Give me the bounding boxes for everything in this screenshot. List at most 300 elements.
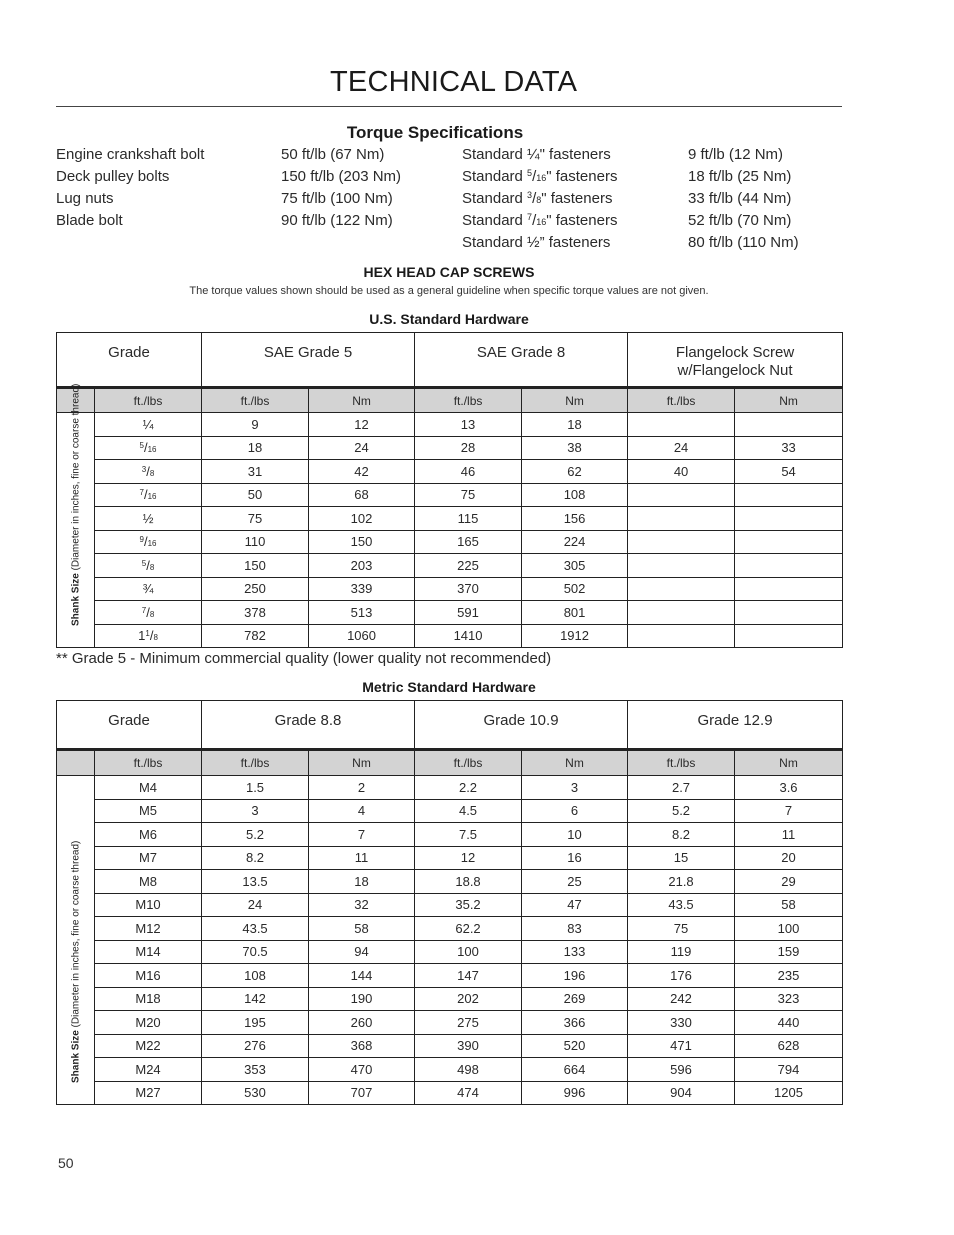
size-whole: 1 bbox=[138, 628, 146, 644]
table-cell: 133 bbox=[522, 940, 628, 964]
torque-item-value: 50 ft/lb (67 Nm) bbox=[281, 146, 385, 163]
grade-group-label: Grade 8.8 bbox=[274, 712, 342, 729]
table-cell: 203 bbox=[309, 554, 415, 578]
fraction-numerator: 7 bbox=[139, 488, 144, 498]
grade-group-label: Flangelock Screw w/Flangelock Nut bbox=[675, 344, 795, 379]
fastener-size: ½ bbox=[527, 234, 540, 251]
table-cell: 12 bbox=[415, 846, 522, 870]
size-cell bbox=[95, 823, 202, 847]
table-cell: 202 bbox=[415, 987, 522, 1011]
size-cell bbox=[95, 893, 202, 917]
table-cell: 150 bbox=[202, 554, 309, 578]
size-value: M18 bbox=[135, 991, 161, 1007]
fraction-slash: / bbox=[143, 440, 148, 456]
table-cell: 4.5 bbox=[415, 799, 522, 823]
table-cell: 628 bbox=[735, 1034, 843, 1058]
fastener-prefix: Standard bbox=[462, 212, 528, 229]
fraction-numerator: 7 bbox=[141, 605, 147, 615]
torque-item-name: Lug nuts bbox=[56, 190, 114, 207]
size-value: M14 bbox=[135, 944, 161, 960]
table-row bbox=[57, 870, 843, 894]
table-row bbox=[57, 987, 843, 1011]
fastener-prefix: Standard bbox=[462, 146, 528, 163]
size-cell bbox=[95, 507, 202, 531]
fastener-label bbox=[462, 234, 610, 251]
fraction-numerator: 7 bbox=[527, 212, 533, 222]
table-cell: 339 bbox=[309, 577, 415, 601]
table-cell: 24 bbox=[628, 436, 735, 460]
size-cell bbox=[95, 460, 202, 484]
table-cell: 235 bbox=[735, 964, 843, 988]
size-cell bbox=[95, 987, 202, 1011]
table-cell: 147 bbox=[415, 964, 522, 988]
fraction-denominator: 8 bbox=[149, 468, 155, 478]
table-cell: 102 bbox=[309, 507, 415, 531]
size-cell bbox=[95, 530, 202, 554]
table-cell: 275 bbox=[415, 1011, 522, 1035]
size-cell bbox=[95, 799, 202, 823]
unit-header: ft./lbs bbox=[202, 750, 309, 776]
unit-header: ft./lbs bbox=[95, 750, 202, 776]
table-cell: 15 bbox=[628, 846, 735, 870]
table-cell: 108 bbox=[202, 964, 309, 988]
table-cell: 10 bbox=[522, 823, 628, 847]
grade-header-row bbox=[57, 701, 843, 750]
table-cell: 165 bbox=[415, 530, 522, 554]
table-cell bbox=[735, 601, 843, 625]
unit-header: Nm bbox=[735, 750, 843, 776]
table-cell: 16 bbox=[522, 846, 628, 870]
table-row bbox=[57, 823, 843, 847]
fastener-label bbox=[462, 146, 611, 163]
table-cell: 801 bbox=[522, 601, 628, 625]
table-row bbox=[57, 601, 843, 625]
fraction-denominator: 16 bbox=[536, 217, 547, 227]
hex-note: The torque values shown should be used as a general guideline when specific torque values are not given. bbox=[189, 285, 709, 297]
table-cell: 75 bbox=[415, 483, 522, 507]
table-cell: 1410 bbox=[415, 624, 522, 648]
us-standard-table bbox=[56, 332, 843, 648]
table-row bbox=[57, 530, 843, 554]
table-cell: 323 bbox=[735, 987, 843, 1011]
table-cell: 58 bbox=[309, 917, 415, 941]
table-cell bbox=[628, 601, 735, 625]
table-cell: 7.5 bbox=[415, 823, 522, 847]
table-cell: 43.5 bbox=[628, 893, 735, 917]
table-cell: 115 bbox=[415, 507, 522, 531]
table-cell: 54 bbox=[735, 460, 843, 484]
table-cell bbox=[628, 413, 735, 437]
table-cell bbox=[735, 554, 843, 578]
table-cell: 18.8 bbox=[415, 870, 522, 894]
grade-group-header bbox=[202, 333, 415, 388]
shank-size-cell bbox=[57, 383, 95, 648]
table-cell: 75 bbox=[628, 917, 735, 941]
table-row bbox=[57, 577, 843, 601]
table-cell: 305 bbox=[522, 554, 628, 578]
size-cell bbox=[95, 917, 202, 941]
page-title: TECHNICAL DATA bbox=[330, 66, 578, 98]
table-cell: 390 bbox=[415, 1034, 522, 1058]
unit-header-row bbox=[57, 750, 843, 776]
size-value: M27 bbox=[135, 1085, 161, 1101]
table-cell: 260 bbox=[309, 1011, 415, 1035]
grade-group-header bbox=[628, 701, 843, 750]
table-cell: 94 bbox=[309, 940, 415, 964]
table-cell: 1205 bbox=[735, 1081, 843, 1105]
table-cell: 470 bbox=[309, 1058, 415, 1082]
table-cell: 3 bbox=[522, 776, 628, 800]
table-cell: 25 bbox=[522, 870, 628, 894]
table-row bbox=[57, 1058, 843, 1082]
fastener-value: 52 ft/lb (70 Nm) bbox=[688, 212, 792, 229]
table-row bbox=[57, 846, 843, 870]
table-cell bbox=[735, 413, 843, 437]
table-cell: 18 bbox=[309, 870, 415, 894]
table-cell: 498 bbox=[415, 1058, 522, 1082]
size-value: M8 bbox=[138, 873, 158, 889]
fastener-suffix: ” fasteners bbox=[539, 234, 611, 251]
table-cell bbox=[628, 554, 735, 578]
fastener-label bbox=[462, 168, 617, 185]
table-cell: 250 bbox=[202, 577, 309, 601]
fraction-denominator: 16 bbox=[147, 445, 157, 455]
table-cell: 43.5 bbox=[202, 917, 309, 941]
shank-label-bold: Shank Size bbox=[70, 1030, 81, 1083]
size-cell bbox=[95, 940, 202, 964]
fraction-denominator: 8 bbox=[149, 609, 155, 619]
fastener-suffix: " fasteners bbox=[546, 168, 618, 185]
table-cell: 3 bbox=[202, 799, 309, 823]
table-cell: 195 bbox=[202, 1011, 309, 1035]
torque-item-name: Engine crankshaft bolt bbox=[56, 146, 205, 163]
table-cell: 20 bbox=[735, 846, 843, 870]
fastener-label bbox=[462, 212, 617, 229]
table-cell: 782 bbox=[202, 624, 309, 648]
table-cell bbox=[735, 624, 843, 648]
unit-header: Nm bbox=[309, 388, 415, 413]
table-cell: 502 bbox=[522, 577, 628, 601]
torque-item-name: Deck pulley bolts bbox=[56, 168, 170, 185]
table-cell: 40 bbox=[628, 460, 735, 484]
unit-header: ft./lbs bbox=[415, 750, 522, 776]
fastener-prefix: Standard bbox=[462, 234, 528, 251]
table-cell: 7 bbox=[735, 799, 843, 823]
unit-header: ft./lbs bbox=[628, 750, 735, 776]
table-cell bbox=[628, 507, 735, 531]
size-cell bbox=[95, 436, 202, 460]
table-cell bbox=[628, 577, 735, 601]
torque-item-value: 150 ft/lb (203 Nm) bbox=[281, 168, 402, 185]
size-value: M12 bbox=[135, 920, 161, 936]
unit-header: ft./lbs bbox=[628, 388, 735, 413]
table-cell: 21.8 bbox=[628, 870, 735, 894]
torque-heading: Torque Specifications bbox=[346, 123, 524, 142]
fastener-value: 33 ft/lb (44 Nm) bbox=[688, 190, 792, 207]
table-cell: 366 bbox=[522, 1011, 628, 1035]
table-cell: 50 bbox=[202, 483, 309, 507]
size-value: ¾ bbox=[142, 581, 154, 597]
size-cell bbox=[95, 1034, 202, 1058]
table-cell: 370 bbox=[415, 577, 522, 601]
table-cell: 7 bbox=[309, 823, 415, 847]
fraction-denominator: 16 bbox=[536, 173, 547, 183]
table-cell: 13 bbox=[415, 413, 522, 437]
table-cell: 35.2 bbox=[415, 893, 522, 917]
table-cell: 38 bbox=[522, 436, 628, 460]
size-cell bbox=[95, 1081, 202, 1105]
size-cell bbox=[95, 577, 202, 601]
table-cell: 2 bbox=[309, 776, 415, 800]
grade-group-label: SAE Grade 8 bbox=[476, 344, 566, 361]
unit-header: ft./lbs bbox=[415, 388, 522, 413]
fraction-numerator: 3 bbox=[141, 464, 147, 474]
size-cell bbox=[95, 776, 202, 800]
hex-heading: HEX HEAD CAP SCREWS bbox=[363, 264, 535, 280]
table-cell: 33 bbox=[735, 436, 843, 460]
table-cell: 75 bbox=[202, 507, 309, 531]
table-cell: 70.5 bbox=[202, 940, 309, 964]
table-cell: 368 bbox=[309, 1034, 415, 1058]
table-cell: 62.2 bbox=[415, 917, 522, 941]
shank-label-bold: Shank Size bbox=[70, 573, 81, 626]
table-cell: 28 bbox=[415, 436, 522, 460]
table-cell bbox=[628, 530, 735, 554]
table-cell: 378 bbox=[202, 601, 309, 625]
table-cell bbox=[735, 530, 843, 554]
title-divider bbox=[56, 106, 842, 107]
size-value: M7 bbox=[138, 850, 158, 866]
fraction-numerator: 9 bbox=[139, 535, 144, 545]
table-cell: 142 bbox=[202, 987, 309, 1011]
table-cell: 1060 bbox=[309, 624, 415, 648]
metric-standard-table bbox=[56, 700, 843, 1105]
fraction-slash: / bbox=[146, 604, 150, 620]
grade-header-row bbox=[57, 333, 843, 388]
table-cell: 707 bbox=[309, 1081, 415, 1105]
grade-group-header bbox=[415, 701, 628, 750]
table-cell: 591 bbox=[415, 601, 522, 625]
torque-item-value: 90 ft/lb (122 Nm) bbox=[281, 212, 393, 229]
fastener-prefix: Standard bbox=[462, 168, 528, 185]
table-row bbox=[57, 776, 843, 800]
grade-label: Grade bbox=[57, 701, 202, 750]
table-row bbox=[57, 893, 843, 917]
table-cell: 32 bbox=[309, 893, 415, 917]
table-cell: 100 bbox=[735, 917, 843, 941]
fraction-slash: / bbox=[146, 557, 150, 573]
grade-group-label: SAE Grade 5 bbox=[263, 344, 353, 361]
fraction-slash: / bbox=[532, 212, 537, 229]
fraction-slash: / bbox=[149, 628, 154, 644]
size-value: M20 bbox=[135, 1014, 161, 1030]
table-cell: 11 bbox=[309, 846, 415, 870]
fraction-numerator: 5 bbox=[527, 168, 533, 178]
fraction-slash: / bbox=[532, 168, 537, 185]
size-value: M4 bbox=[138, 779, 158, 795]
size-cell bbox=[95, 624, 202, 648]
table-cell: 8.2 bbox=[202, 846, 309, 870]
table-row bbox=[57, 1034, 843, 1058]
table-cell: 9 bbox=[202, 413, 309, 437]
table-row bbox=[57, 436, 843, 460]
table-cell: 1912 bbox=[522, 624, 628, 648]
table-cell: 520 bbox=[522, 1034, 628, 1058]
size-cell bbox=[95, 483, 202, 507]
table-cell: 24 bbox=[202, 893, 309, 917]
fastener-label bbox=[462, 190, 612, 207]
unit-header: Nm bbox=[309, 750, 415, 776]
table-cell: 8.2 bbox=[628, 823, 735, 847]
table-cell: 530 bbox=[202, 1081, 309, 1105]
table-cell: 119 bbox=[628, 940, 735, 964]
grade-group-header bbox=[202, 701, 415, 750]
fraction-slash: / bbox=[532, 190, 537, 207]
metric-table-title: Metric Standard Hardware bbox=[362, 679, 536, 695]
shank-size-label bbox=[70, 384, 81, 626]
table-cell: 176 bbox=[628, 964, 735, 988]
fraction-denominator: 8 bbox=[149, 562, 155, 572]
table-cell bbox=[628, 624, 735, 648]
page-number: 50 bbox=[58, 1155, 74, 1171]
table-row bbox=[57, 483, 843, 507]
unit-header-row bbox=[57, 388, 843, 413]
table-cell: 353 bbox=[202, 1058, 309, 1082]
table-cell: 13.5 bbox=[202, 870, 309, 894]
shank-size-label bbox=[70, 841, 81, 1083]
torque-item-name: Blade bolt bbox=[56, 212, 123, 229]
fraction-slash: / bbox=[143, 487, 148, 503]
table-cell: 440 bbox=[735, 1011, 843, 1035]
table-cell: 5.2 bbox=[628, 799, 735, 823]
fastener-suffix: " fasteners bbox=[546, 212, 618, 229]
table-cell: 18 bbox=[202, 436, 309, 460]
table-cell: 150 bbox=[309, 530, 415, 554]
grade-group-header bbox=[415, 333, 628, 388]
fastener-prefix: Standard bbox=[462, 190, 528, 207]
size-value: M24 bbox=[135, 1061, 161, 1077]
table-cell: 794 bbox=[735, 1058, 843, 1082]
table-cell: 144 bbox=[309, 964, 415, 988]
table-row bbox=[57, 1081, 843, 1105]
fraction-numerator: 5 bbox=[141, 558, 147, 568]
size-cell bbox=[95, 413, 202, 437]
table-cell: 29 bbox=[735, 870, 843, 894]
size-cell bbox=[95, 554, 202, 578]
us-table-title: U.S. Standard Hardware bbox=[369, 311, 529, 327]
unit-header: ft./lbs bbox=[95, 388, 202, 413]
size-value: M10 bbox=[135, 897, 161, 913]
table-cell: 474 bbox=[415, 1081, 522, 1105]
size-value: M6 bbox=[138, 826, 158, 842]
size-value: M16 bbox=[135, 967, 161, 983]
table-cell: 42 bbox=[309, 460, 415, 484]
fraction-numerator: 5 bbox=[139, 441, 144, 451]
table-cell: 156 bbox=[522, 507, 628, 531]
fraction-numerator: 1 bbox=[145, 629, 150, 639]
table-cell: 24 bbox=[309, 436, 415, 460]
table-cell bbox=[735, 507, 843, 531]
table-cell: 31 bbox=[202, 460, 309, 484]
shank-size-cell bbox=[57, 776, 95, 1105]
table-cell: 68 bbox=[309, 483, 415, 507]
table-cell: 196 bbox=[522, 964, 628, 988]
table-cell: 6 bbox=[522, 799, 628, 823]
table-cell: 11 bbox=[735, 823, 843, 847]
shank-label-rest: (Diameter in inches, fine or coarse thread) bbox=[70, 383, 81, 574]
fastener-suffix: " fasteners bbox=[539, 146, 611, 163]
grade-group-label: Grade 12.9 bbox=[697, 712, 773, 729]
size-cell bbox=[95, 870, 202, 894]
fraction-denominator: 8 bbox=[153, 633, 158, 643]
size-value: ¼ bbox=[142, 416, 154, 432]
size-value: M22 bbox=[135, 1038, 161, 1054]
table-cell: 62 bbox=[522, 460, 628, 484]
fastener-value: 9 ft/lb (12 Nm) bbox=[688, 146, 784, 163]
table-cell bbox=[628, 483, 735, 507]
shank-label-rest: (Diameter in inches, fine or coarse thread) bbox=[70, 840, 81, 1031]
table-row bbox=[57, 1011, 843, 1035]
table-cell: 46 bbox=[415, 460, 522, 484]
fastener-suffix: " fasteners bbox=[541, 190, 613, 207]
table-cell: 110 bbox=[202, 530, 309, 554]
table-cell: 190 bbox=[309, 987, 415, 1011]
table-cell: 4 bbox=[309, 799, 415, 823]
table-row bbox=[57, 799, 843, 823]
fastener-size: ¼ bbox=[527, 146, 540, 163]
fraction-denominator: 16 bbox=[147, 539, 157, 549]
fraction-denominator: 16 bbox=[147, 492, 157, 502]
size-cell bbox=[95, 964, 202, 988]
fraction-slash: / bbox=[146, 463, 150, 479]
table-cell: 18 bbox=[522, 413, 628, 437]
table-cell: 159 bbox=[735, 940, 843, 964]
table-cell: 100 bbox=[415, 940, 522, 964]
table-cell: 83 bbox=[522, 917, 628, 941]
fraction-denominator: 8 bbox=[536, 195, 542, 205]
table-cell: 224 bbox=[522, 530, 628, 554]
torque-item-value: 75 ft/lb (100 Nm) bbox=[281, 190, 393, 207]
fastener-value: 80 ft/lb (110 Nm) bbox=[688, 234, 799, 251]
table-cell: 58 bbox=[735, 893, 843, 917]
unit-header: Nm bbox=[735, 388, 843, 413]
table-cell: 12 bbox=[309, 413, 415, 437]
table-cell: 596 bbox=[628, 1058, 735, 1082]
table-cell bbox=[735, 483, 843, 507]
table-row bbox=[57, 624, 843, 648]
table-cell: 1.5 bbox=[202, 776, 309, 800]
table-row bbox=[57, 460, 843, 484]
table-row bbox=[57, 413, 843, 437]
table-cell: 108 bbox=[522, 483, 628, 507]
table-cell: 513 bbox=[309, 601, 415, 625]
size-cell bbox=[95, 1011, 202, 1035]
table-cell: 996 bbox=[522, 1081, 628, 1105]
unit-header: ft./lbs bbox=[202, 388, 309, 413]
grade-group-header bbox=[628, 333, 843, 388]
table-cell: 276 bbox=[202, 1034, 309, 1058]
table-cell: 2.7 bbox=[628, 776, 735, 800]
table-cell: 664 bbox=[522, 1058, 628, 1082]
unit-blank-cell bbox=[57, 750, 95, 776]
size-cell bbox=[95, 846, 202, 870]
table-row bbox=[57, 507, 843, 531]
unit-header: Nm bbox=[522, 388, 628, 413]
fraction-numerator: 3 bbox=[527, 190, 533, 200]
table-cell: 47 bbox=[522, 893, 628, 917]
table-row bbox=[57, 940, 843, 964]
table-cell: 904 bbox=[628, 1081, 735, 1105]
